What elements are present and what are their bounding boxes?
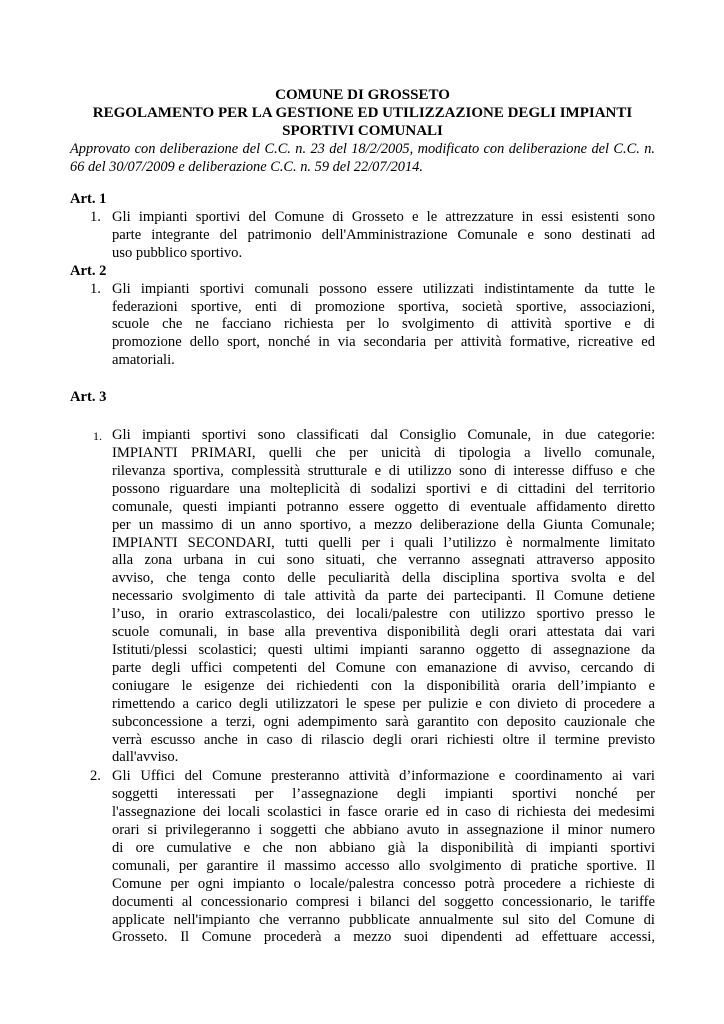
- text-line: possono riguardare una molteplicità di sodalizi sportivi e di cittadini del territorio: [112, 480, 655, 497]
- text-line: dall'avviso.: [112, 749, 179, 766]
- text-line: scuole comunali, in base alla preventiva disponibilità degli orari attestata dai vari: [112, 624, 655, 641]
- text-line: rilevanza sportiva, complessità strutturale e di utilizzo sono di interesse diffuso e che: [112, 462, 655, 479]
- item-number: 1.: [90, 280, 101, 297]
- text-line: Gli impianti sportivi comunali possono essere utilizzati indistintamente da tutte le: [112, 280, 655, 297]
- page-content: [70, 87, 655, 947]
- text-line: Comune per ogni impianto o locale/palestra concesso potrà procedere a richieste di: [112, 875, 655, 892]
- text-line: amatoriali.: [112, 352, 175, 369]
- text-line: applicate nell'impianto che verranno pubblicate annualmente sul sito del Comune di: [112, 911, 655, 928]
- item-number: 1.: [93, 429, 102, 444]
- text-line: alla zona urbana in cui sono situati, che verranno assegnati attraverso apposito: [112, 552, 655, 569]
- article-2: [70, 263, 655, 370]
- text-line: subconcessione a terzi, ogni adempimento sarà garantito con deposito cauzionale che: [112, 713, 655, 730]
- text-line: soggetti interessati per l’assegnazione degli impianti sportivi nonché per: [112, 786, 655, 803]
- text-line: l'assegnazione dei locali scolastici in fasce orarie ed in caso di richiesta dei medesimi: [112, 804, 655, 821]
- text-line: Gli impianti sportivi sono classificati dal Consiglio Comunale, in due categorie:: [112, 427, 655, 444]
- item-number: 1.: [90, 209, 101, 226]
- text-line: promozione dello sport, nonché in via secondaria per attività formative, ricreative ed: [112, 334, 655, 351]
- text-line: coniugare le esigenze dei richiedenti con la disponibilità oraria dell’impianto e: [112, 677, 655, 694]
- article-item: [70, 281, 655, 371]
- approval-note-line: 66 del 30/07/2009 e deliberazione C.C. n. 59 del 22/07/2014.: [70, 158, 423, 175]
- text-line: necessario svolgimento di tale attività da parte dei partecipanti. Il Comune detiene: [112, 588, 655, 605]
- text-line: IMPIANTI PRIMARI, quelli che per unicità di tipologia a livello comunale,: [112, 445, 655, 461]
- text-line: Gli Uffici del Comune presteranno attività d’informazione e coordinamento ai vari: [112, 768, 655, 785]
- text-line: IMPIANTI SECONDARI, tutti quelli per i quali l’utilizzo è normalmente limitato: [112, 534, 655, 551]
- regulation-title-line: SPORTIVI COMUNALI: [282, 122, 443, 139]
- text-line: federazioni sportive, enti di promozione sportiva, società sportive, associazioni,: [112, 298, 655, 315]
- text-line: scuole che ne facciano richiesta per lo svolgimento di attività sportive e di: [112, 316, 655, 333]
- text-line: documenti al concessionario compresi i bilanci del soggetto concessionario, le tariffe: [112, 893, 655, 910]
- item-number: 2.: [90, 768, 101, 785]
- regulation-title-line: REGOLAMENTO PER LA GESTIONE ED UTILIZZAZIONE DEGLI IMPIANTI: [92, 104, 633, 121]
- approval-note-line: Approvato con deliberazione del C.C. n. 23 del 18/2/2005, modificato con deliberazione del C.C. n.: [70, 140, 655, 157]
- municipality-name: COMUNE DI GROSSETO: [275, 87, 450, 103]
- text-line: Grosseto. Il Comune procederà a mezzo suoi dipendenti ad effettuare accessi,: [112, 929, 655, 946]
- text-line: comunali, per garantire il massimo accesso allo svolgimento di pratiche sportive. Il: [112, 857, 655, 874]
- article-1: [70, 191, 655, 263]
- text-line: per un massimo di un anno sportivo, a mezzo deliberazione della Giunta Comunale;: [112, 516, 655, 533]
- text-line: parte degli uffici competenti del Comune con emanazione di avviso, cercando di: [112, 659, 655, 676]
- text-line: di ore cumulative e che non abbiano già la disponibilità di impianti sportivi: [112, 839, 655, 856]
- text-line: Istituti/plessi scolastici; questi ultimi impianti saranno oggetto di assegnazione da: [112, 641, 655, 658]
- article-item: [70, 768, 655, 947]
- article-item: [70, 209, 655, 263]
- text-line: parte integrante del patrimonio dell'Amministrazione Comunale e sono destinati ad: [112, 226, 655, 243]
- text-line: avviso, che tenga conto delle peculiarità della disciplina sportiva svolta e del: [112, 570, 655, 587]
- article-heading: Art. 1: [70, 191, 107, 208]
- text-line: orari si privilegeranno i soggetti che abbiano avuto in assegnazione il minor numero: [112, 822, 655, 839]
- article-heading: Art. 3: [70, 389, 107, 406]
- document-header: [70, 87, 655, 177]
- text-line: verrà escusso anche in caso di rilascio degli orari richiesti oltre il termine previsto: [112, 731, 655, 748]
- article-heading: Art. 2: [70, 262, 107, 279]
- article-3: [70, 389, 655, 947]
- text-line: uso pubblico sportivo.: [112, 244, 243, 261]
- article-item: [70, 427, 655, 767]
- text-line: comunale, questi impianti potranno essere oggetto di eventuale affidamento diretto: [112, 498, 655, 515]
- text-line: l’uso, in orario extrascolastico, dei locali/palestre con utilizzo sportivo presso le: [112, 606, 655, 623]
- text-line: Gli impianti sportivi del Comune di Grosseto e le attrezzature in essi esistenti sono: [112, 209, 655, 226]
- text-line: rimettendo a carico degli utilizzatori le spese per pulizie e con divieto di procedere a: [112, 695, 655, 712]
